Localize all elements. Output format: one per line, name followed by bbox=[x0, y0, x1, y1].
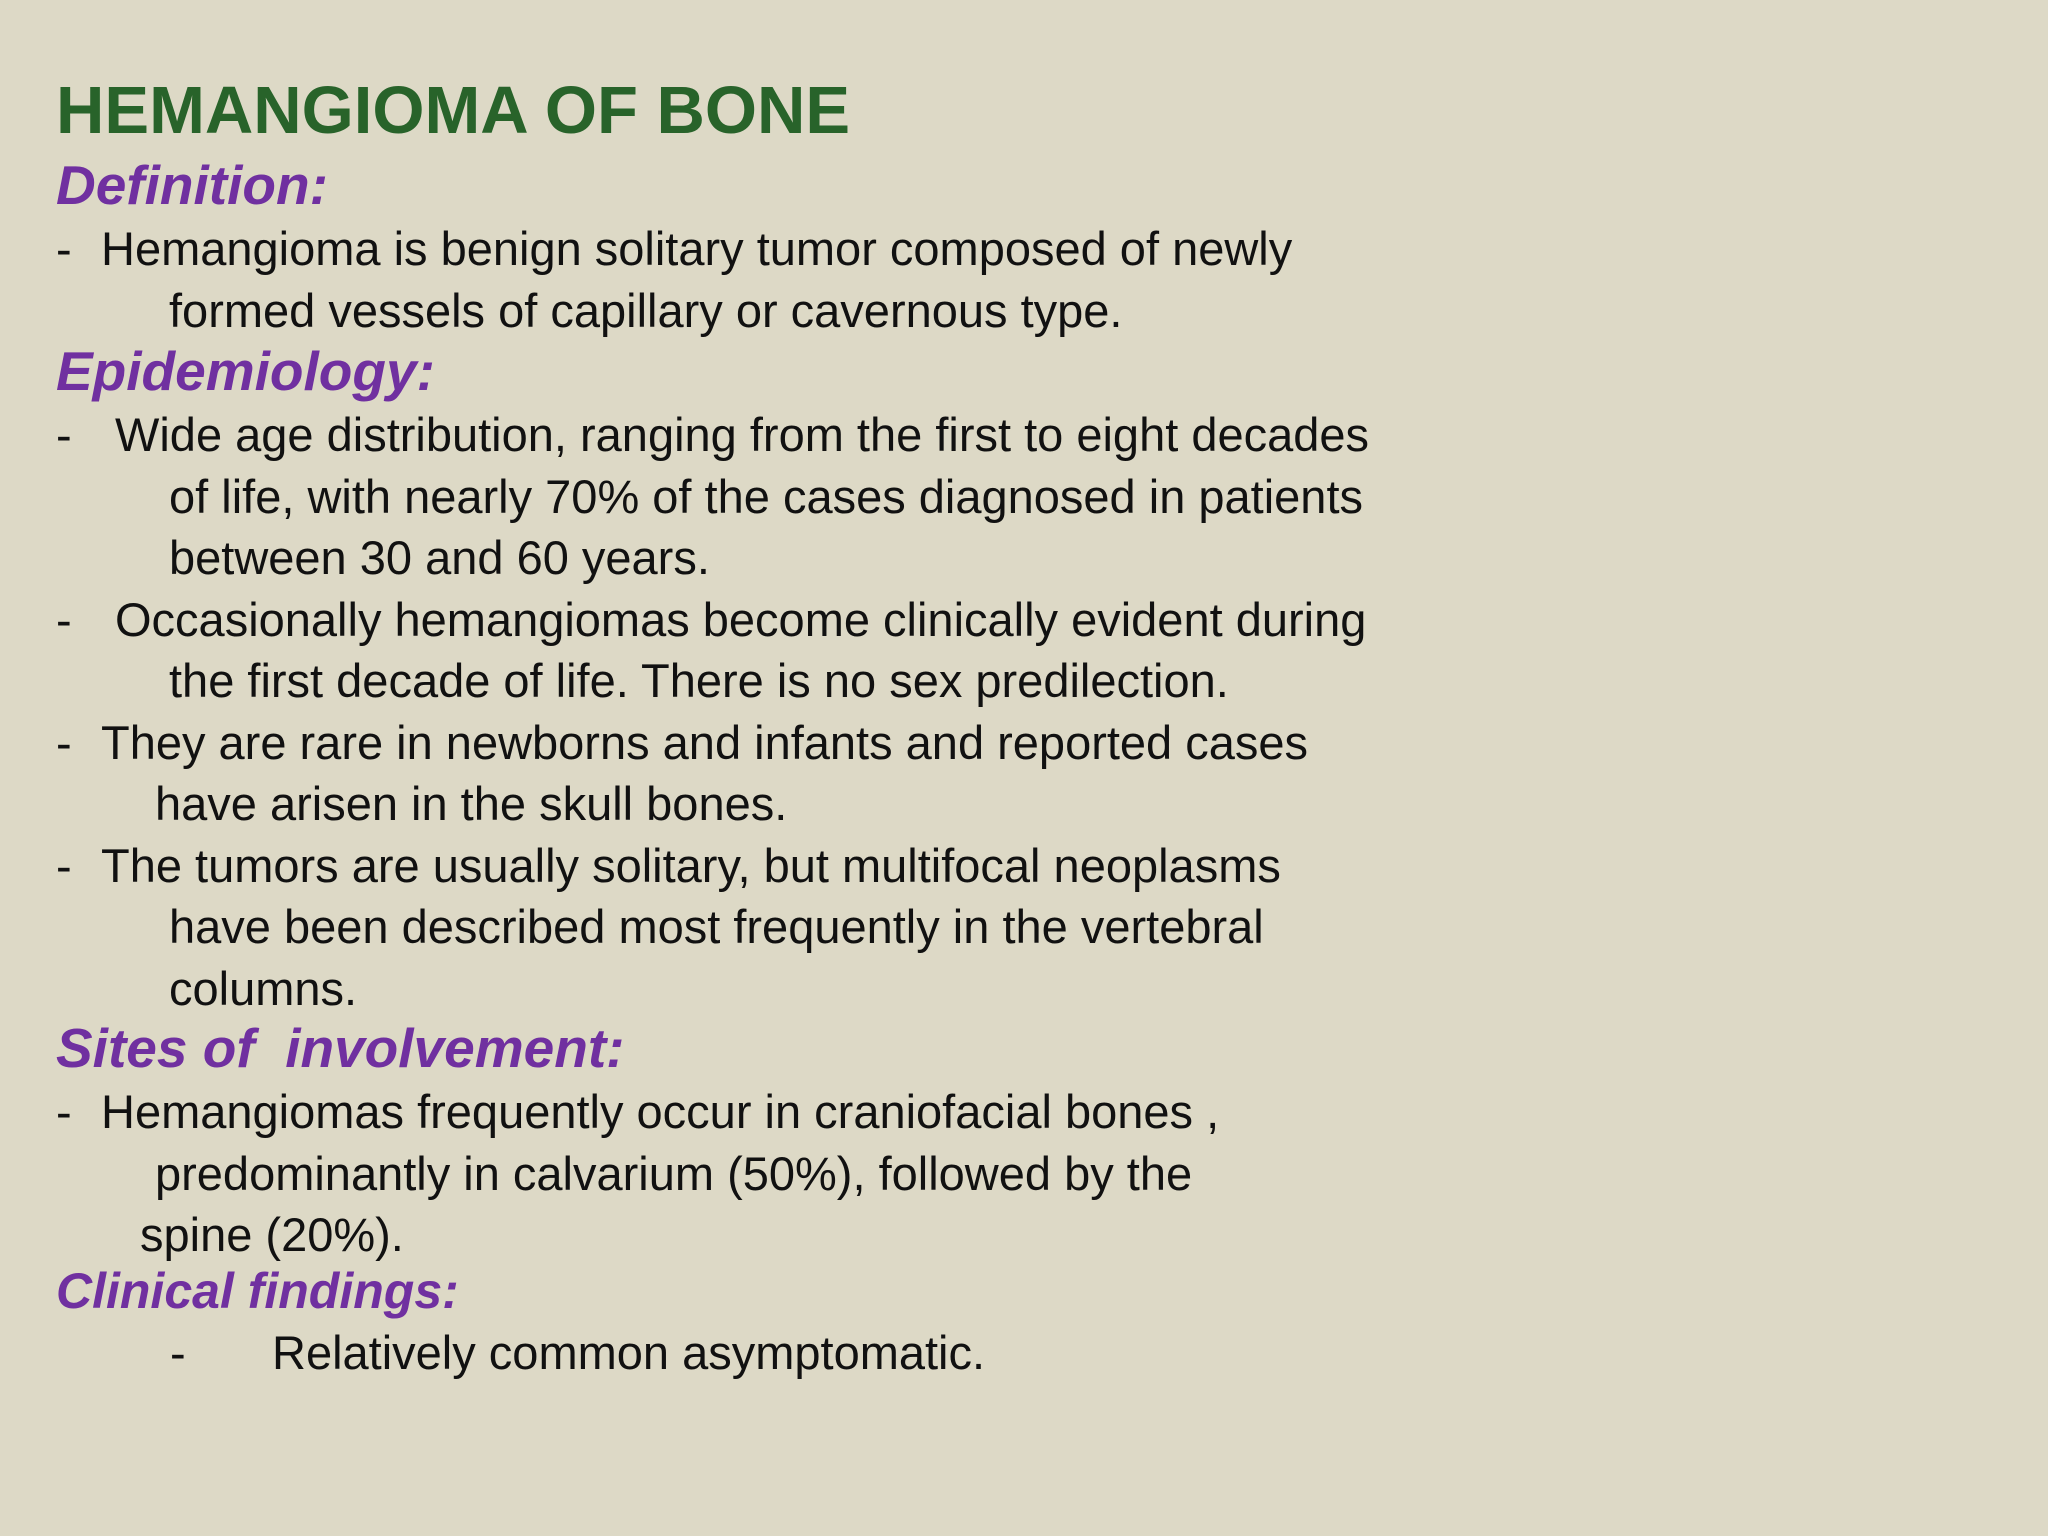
bullet-line: The tumors are usually solitary, but multifocal neoplasms bbox=[101, 838, 1281, 892]
bullet-dash: - bbox=[170, 1325, 186, 1379]
bullet-line: have arisen in the skull bones. bbox=[155, 777, 788, 830]
clinical-heading: Clinical findings: bbox=[56, 1262, 459, 1319]
bullet-dash: - bbox=[56, 715, 72, 769]
bullet-dash: - bbox=[56, 838, 72, 892]
clinical-bullet-1 bbox=[56, 1322, 1956, 1384]
epidemiology-bullet-1 bbox=[56, 404, 1956, 589]
bullet-line: Wide age distribution, ranging from the first to eight decades bbox=[115, 408, 1370, 461]
bullet-line: Relatively common asymptomatic. bbox=[272, 1325, 986, 1379]
bullet-line: between 30 and 60 years. bbox=[169, 531, 710, 584]
bullet-dash: - bbox=[56, 408, 72, 461]
sites-heading: Sites of involvement: bbox=[56, 1017, 625, 1079]
bullet-line: They are rare in newborns and infants and reported cases bbox=[101, 715, 1309, 769]
epidemiology-bullet-4 bbox=[56, 835, 1956, 1020]
bullet-line: columns. bbox=[169, 961, 358, 1015]
bullet-line: Hemangioma is benign solitary tumor composed of newly bbox=[101, 222, 1293, 275]
bullet-line: of life, with nearly 70% of the cases diagnosed in patients bbox=[169, 469, 1364, 523]
definition-heading: Definition: bbox=[56, 154, 328, 216]
epidemiology-bullet-3 bbox=[56, 712, 1956, 835]
slide-title: HEMANGIOMA OF BONE bbox=[56, 73, 851, 148]
bullet-line: the first decade of life. There is no sex predilection. bbox=[169, 654, 1229, 707]
bullet-dash: - bbox=[56, 222, 72, 275]
bullet-line: Occasionally hemangiomas become clinically evident during bbox=[115, 592, 1367, 646]
sites-bullet-1 bbox=[56, 1081, 1956, 1266]
bullet-dash: - bbox=[56, 592, 72, 646]
bullet-line: have been described most frequently in the vertebral bbox=[169, 900, 1264, 953]
bullet-dash: - bbox=[56, 1085, 72, 1138]
bullet-line: predominantly in calvarium (50%), followed by the bbox=[155, 1146, 1193, 1200]
epidemiology-heading: Epidemiology: bbox=[56, 340, 435, 402]
epidemiology-bullet-2 bbox=[56, 589, 1956, 712]
bullet-line: formed vessels of capillary or cavernous type. bbox=[169, 283, 1123, 337]
definition-bullet-1 bbox=[56, 218, 1956, 341]
slide-content bbox=[56, 152, 1956, 1383]
bullet-line: spine (20%). bbox=[140, 1208, 404, 1261]
bullet-line: Hemangiomas frequently occur in craniofacial bones , bbox=[101, 1085, 1220, 1138]
